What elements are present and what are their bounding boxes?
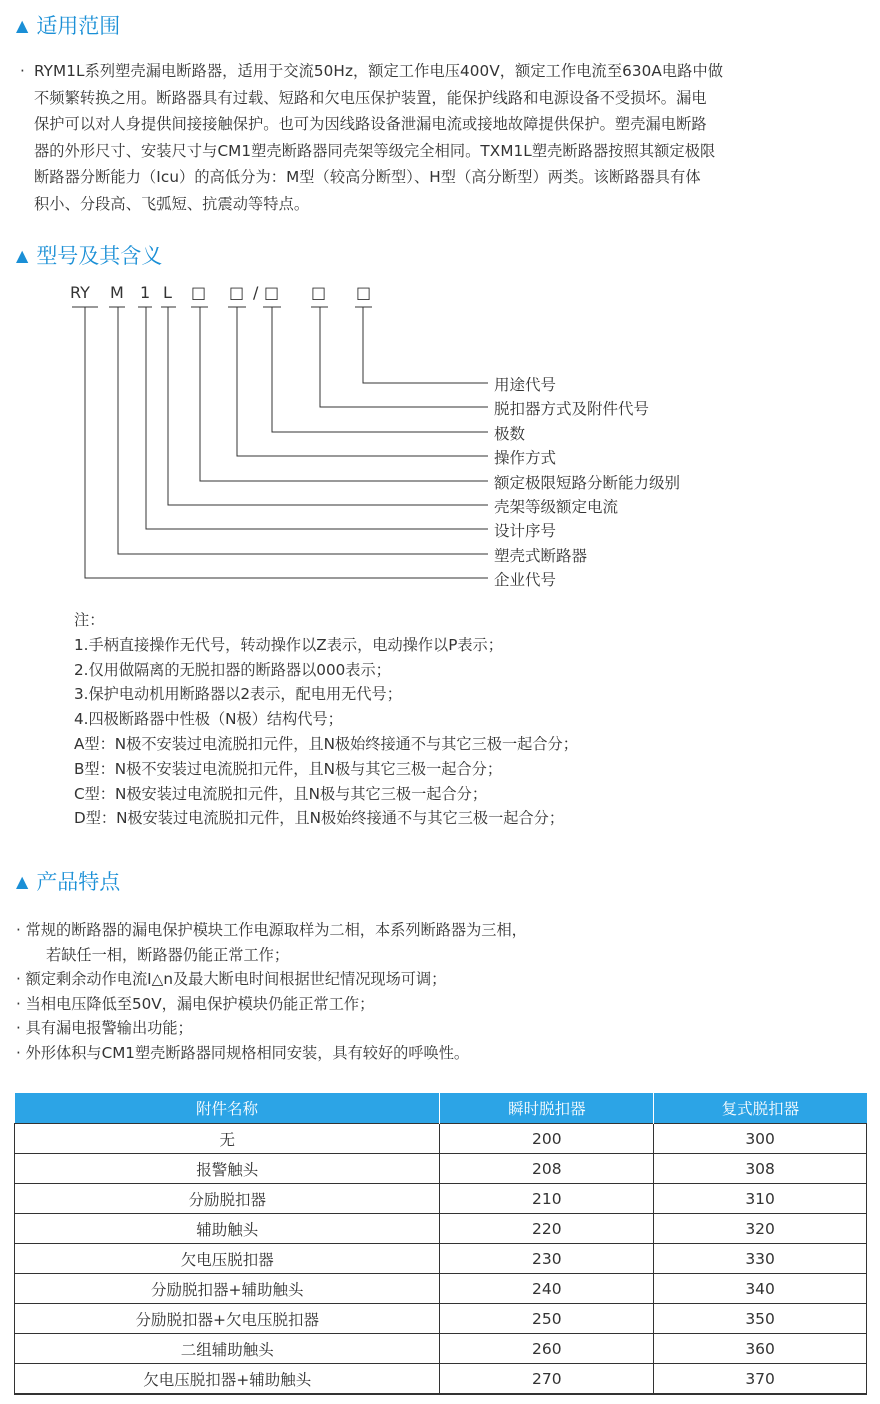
cell-instant-code: 240 (440, 1274, 654, 1304)
section-title-text: 适用范围 (36, 14, 121, 38)
list-item: · 常规的断路器的漏电保护模块工作电源取样为二相，本系列断路器为三相， (16, 921, 527, 939)
triangle-up-icon: ▲ (16, 15, 29, 35)
note-line: 注： (74, 611, 105, 629)
cell-instant-code: 230 (440, 1244, 654, 1274)
code-part-box: □ (356, 283, 372, 302)
table-row (15, 1334, 867, 1364)
scope-line: 积小、分段高、飞弧短、抗震动等特点。 (34, 194, 310, 213)
dot-bullet-icon: · (20, 62, 25, 80)
cell-compound-code: 370 (654, 1364, 867, 1395)
list-item: · 额定剩余动作电流I△n及最大断电时间根据世纪情况现场可调； (16, 970, 447, 989)
note-line: A型：N极不安装过电流脱扣元件，且N极始终接通不与其它三极一起合分； (74, 734, 578, 753)
code-part-m: M (110, 283, 124, 302)
cell-instant-code: 250 (440, 1304, 654, 1334)
cell-compound-code: 310 (654, 1184, 867, 1214)
code-part-slash: / (253, 283, 259, 302)
legend-poles: 极数 (494, 425, 526, 443)
cell-instant-code: 200 (440, 1124, 654, 1154)
model-notes (74, 608, 578, 831)
cell-accessory-name: 辅助触头 (15, 1214, 440, 1244)
list-item: · 当相电压降低至50V，漏电保护模块仍能正常工作； (16, 994, 375, 1013)
note-line: C型：N极安装过电流脱扣元件，且N极与其它三极一起合分； (74, 784, 488, 803)
section-title-scope (16, 10, 120, 40)
cell-compound-code: 340 (654, 1274, 867, 1304)
legend-breaking-capacity: 额定极限短路分断能力级别 (494, 474, 681, 492)
legend-usage-code: 用途代号 (494, 376, 557, 394)
cell-compound-code: 300 (654, 1124, 867, 1154)
dot-bullet-icon: · (16, 1019, 26, 1038)
cell-compound-code: 308 (654, 1154, 867, 1184)
cell-accessory-name: 欠电压脱扣器+辅助触头 (15, 1364, 440, 1395)
cell-compound-code: 330 (654, 1244, 867, 1274)
dot-bullet-icon: · (16, 994, 26, 1013)
triangle-up-icon: ▲ (16, 245, 29, 265)
legend-release-accessory-code: 脱扣器方式及附件代号 (494, 400, 650, 418)
scope-paragraph (20, 58, 870, 217)
code-part-1: 1 (140, 283, 151, 302)
dot-bullet-icon: · (16, 921, 26, 939)
legend-company-code: 企业代号 (494, 571, 557, 589)
cell-accessory-name: 欠电压脱扣器 (15, 1244, 440, 1274)
note-line: B型：N极不安装过电流脱扣元件，且N极与其它三极一起合分； (74, 759, 503, 778)
list-item-continuation: 若缺任一相，断路器仍能正常工作； (46, 945, 289, 964)
note-line: 2.仅用做隔离的无脱扣器的断路器以000表示； (74, 660, 391, 679)
scope-line: 保护可以对人身提供间接接触保护。也可为因线路设备泄漏电流或接地故障提供保护。塑壳漏电断路 (34, 115, 707, 133)
note-line: 3.保护电动机用断路器以2表示，配电用无代号； (74, 685, 402, 704)
section-title-text: 型号及其含义 (36, 244, 163, 268)
code-part-ry: RY (70, 283, 90, 302)
note-line: 4.四极断路器中性极（N极）结构代号； (74, 710, 343, 729)
code-part-box: □ (191, 283, 207, 302)
list-item: · 具有漏电报警输出功能； (16, 1019, 193, 1038)
features-list (16, 918, 527, 1066)
table-row (15, 1364, 867, 1395)
table-row (15, 1124, 867, 1154)
dot-bullet-icon: · (16, 1043, 26, 1062)
code-part-l: L (163, 283, 172, 302)
table-row (15, 1184, 867, 1214)
accessory-table (14, 1093, 867, 1395)
dot-bullet-icon: · (16, 970, 26, 989)
cell-compound-code: 350 (654, 1304, 867, 1334)
list-item: · 外形体积与CM1塑壳断路器同规格相同安装，具有较好的呼唤性。 (16, 1043, 470, 1062)
scope-line: 断路器分断能力（Icu）的高低分为：M型（较高分断型）、H型（高分断型）两类。该断路器具有体 (34, 168, 701, 186)
legend-frame-current: 壳架等级额定电流 (494, 498, 619, 516)
column-header-instant-release: 瞬时脱扣器 (440, 1093, 654, 1124)
code-part-box: □ (264, 283, 280, 302)
cell-instant-code: 260 (440, 1334, 654, 1364)
triangle-up-icon: ▲ (16, 871, 29, 891)
note-line: 1.手柄直接操作无代号，转动操作以Z表示，电动操作以P表示； (74, 635, 503, 654)
cell-accessory-name: 分励脱扣器+辅助触头 (15, 1274, 440, 1304)
cell-instant-code: 220 (440, 1214, 654, 1244)
cell-compound-code: 360 (654, 1334, 867, 1364)
cell-instant-code: 210 (440, 1184, 654, 1214)
model-code-diagram (0, 270, 880, 600)
table-row (15, 1214, 867, 1244)
legend-design-serial: 设计序号 (494, 522, 557, 540)
scope-line: · RYM1L系列塑壳漏电断路器，适用于交流50Hz，额定工作电压400V，额定工作电流至630A电路中做 (20, 58, 870, 85)
cell-accessory-name: 无 (15, 1124, 440, 1154)
section-title-model (16, 240, 162, 270)
legend-mccb: 塑壳式断路器 (494, 547, 588, 565)
scope-line: 不频繁转换之用。断路器具有过载、短路和欠电压保护装置，能保护线路和电源设备不受损坏。漏电 (34, 88, 707, 107)
column-header-accessory-name: 附件名称 (15, 1093, 440, 1124)
cell-accessory-name: 二组辅助触头 (15, 1334, 440, 1364)
table-row (15, 1274, 867, 1304)
section-title-text: 产品特点 (36, 870, 121, 894)
cell-accessory-name: 报警触头 (15, 1154, 440, 1184)
column-header-compound-release: 复式脱扣器 (654, 1093, 867, 1124)
cell-compound-code: 320 (654, 1214, 867, 1244)
table-row (15, 1244, 867, 1274)
cell-accessory-name: 分励脱扣器+欠电压脱扣器 (15, 1304, 440, 1334)
scope-line: 器的外形尺寸、安装尺寸与CM1塑壳断路器同壳架等级完全相同。TXM1L塑壳断路器按照其额定极限 (34, 141, 716, 160)
code-part-box: □ (229, 283, 245, 302)
legend-operation-mode: 操作方式 (494, 449, 557, 467)
table-header-row (15, 1093, 867, 1124)
cell-instant-code: 270 (440, 1364, 654, 1395)
note-line: D型：N极安装过电流脱扣元件，且N极始终接通不与其它三极一起合分； (74, 809, 565, 828)
table-row (15, 1154, 867, 1184)
code-part-box: □ (311, 283, 327, 302)
cell-accessory-name: 分励脱扣器 (15, 1184, 440, 1214)
cell-instant-code: 208 (440, 1154, 654, 1184)
table-row (15, 1304, 867, 1334)
section-title-features (16, 866, 120, 896)
